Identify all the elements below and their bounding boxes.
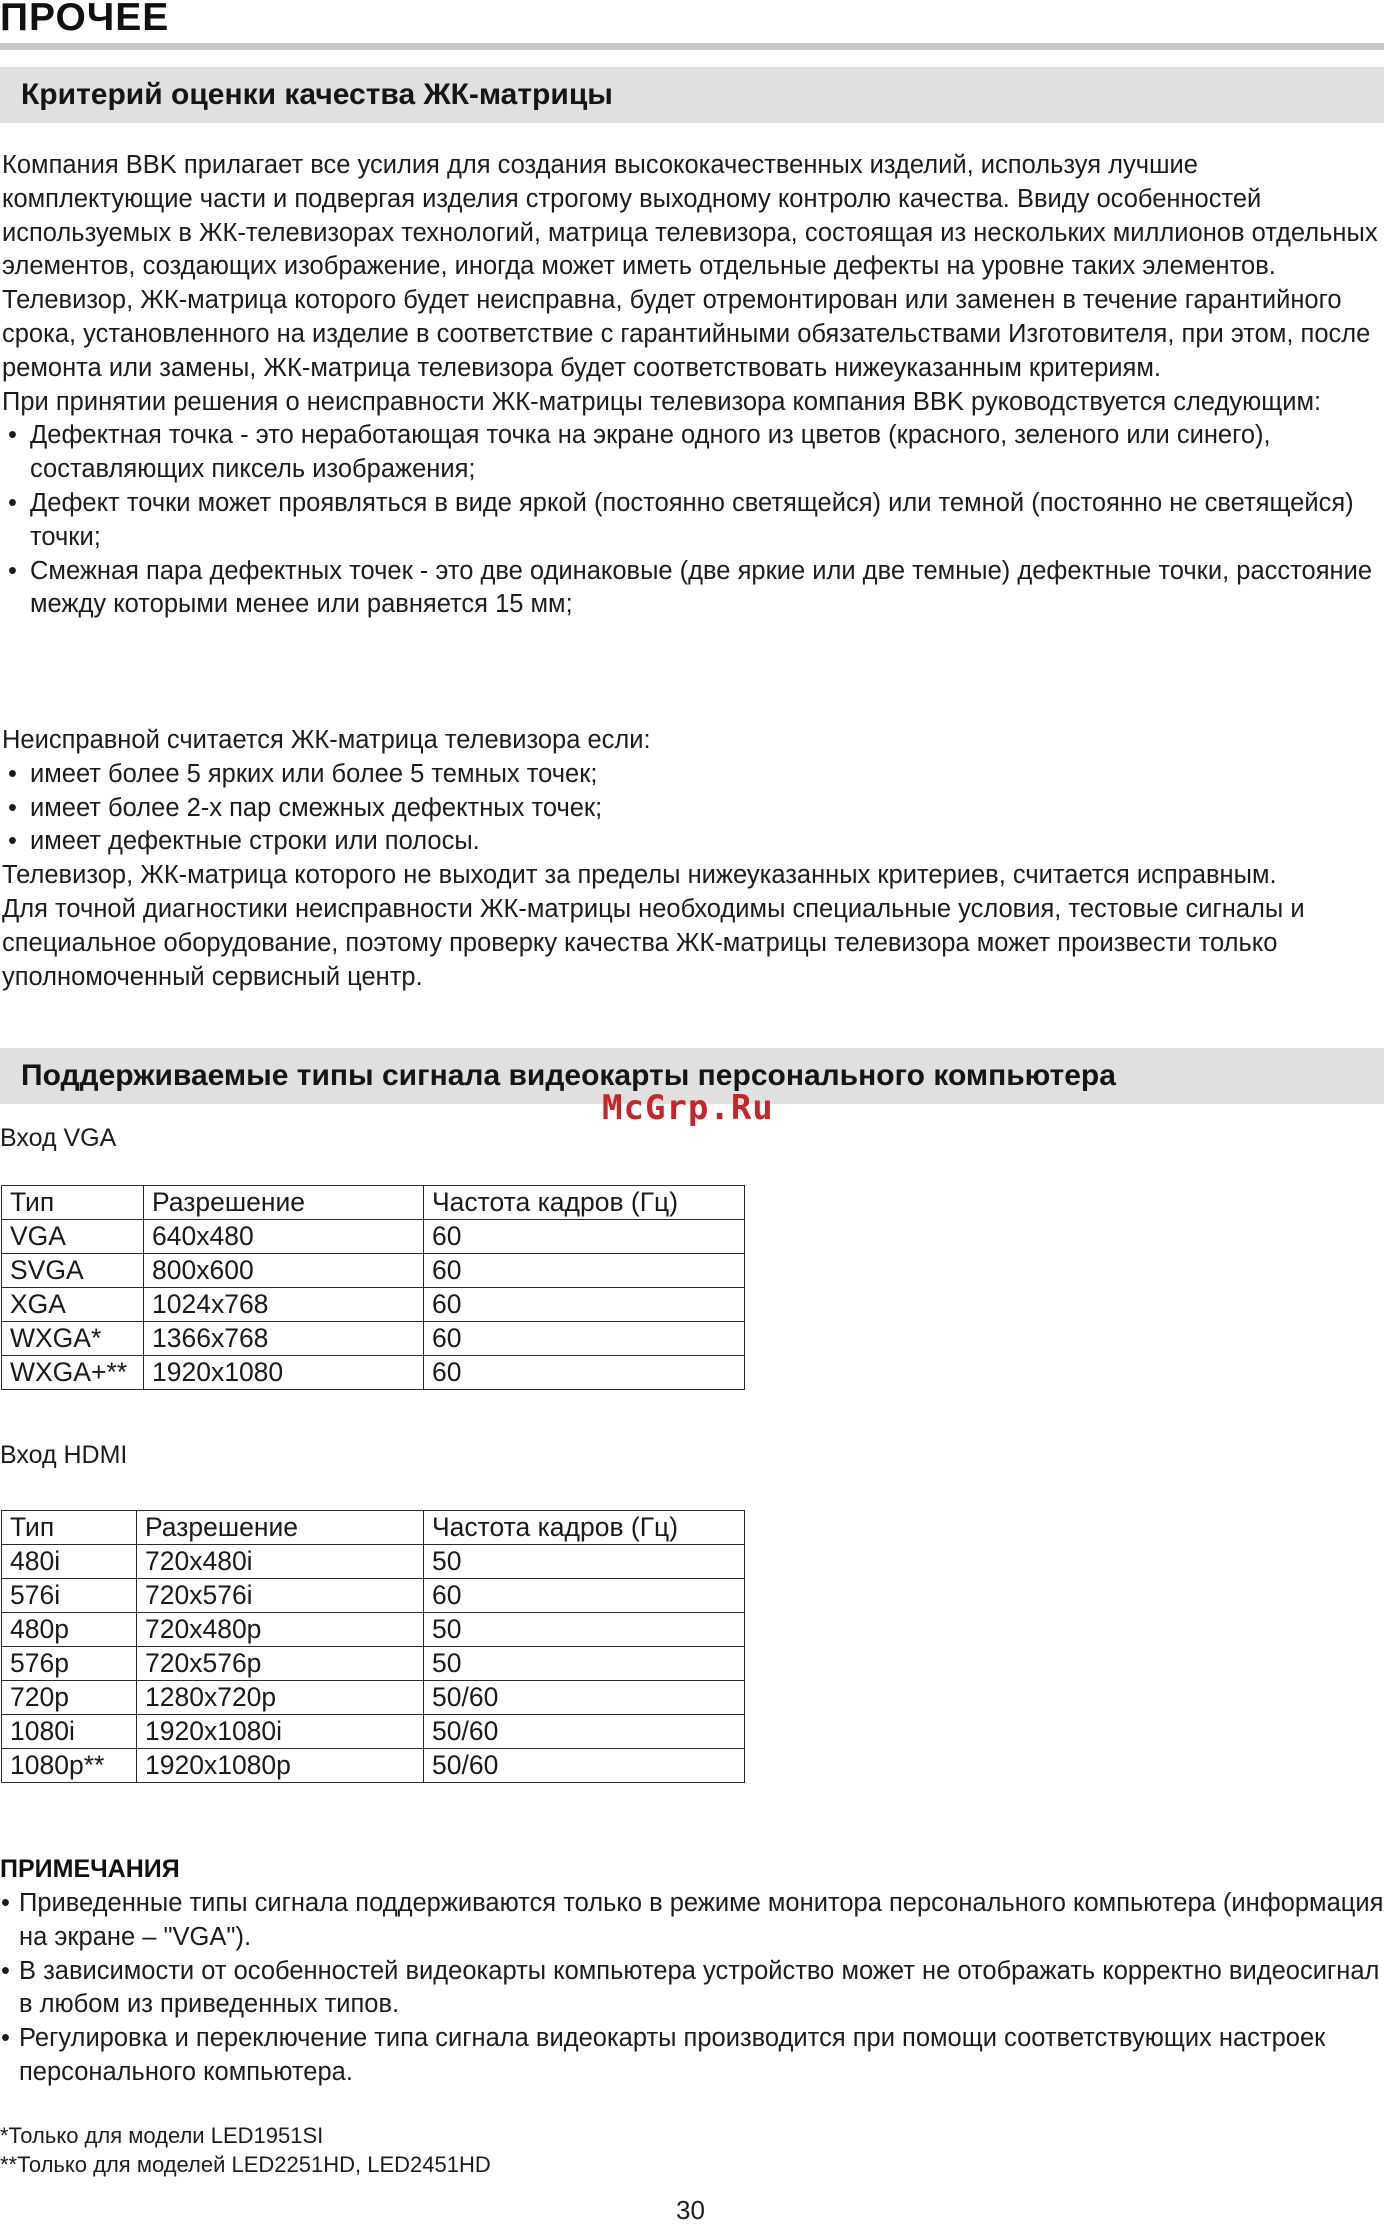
table-header-cell: Частота кадров (Гц) [424, 1511, 745, 1545]
table-cell: 50 [424, 1545, 745, 1579]
criteria-intro: Неисправной считается ЖК-матрица телевизора если: [2, 726, 651, 754]
table-cell: 60 [424, 1288, 745, 1322]
table-cell: 720x480i [137, 1545, 424, 1579]
note-item: • Приведенные типы сигнала поддерживаются только в режиме монитора персонального компьютера (информация на экране – "VGA"). [0, 1887, 1391, 1955]
table-row [2, 1749, 745, 1783]
table-cell: 1920x1080i [137, 1715, 424, 1749]
definition-bullet: • Смежная пара дефектных точек - это две одинаковые (две яркие или две темные) дефектные точки, расстояние между которыми менее или равняется 15 мм; [2, 555, 1386, 623]
table-cell: 1920x1080 [144, 1356, 424, 1390]
notes-title: ПРИМЕЧАНИЯ [0, 1855, 180, 1883]
table-cell: 1080i [2, 1715, 137, 1749]
table-row [2, 1356, 745, 1390]
notes-list [0, 1887, 1391, 2090]
table-cell: 640x480 [144, 1220, 424, 1254]
hdmi-input-label: Вход HDMI [0, 1441, 128, 1469]
section-title-signal-types: Поддерживаемые типы сигнала видеокарты персонального компьютера [0, 1048, 1384, 1104]
table-cell: XGA [2, 1288, 144, 1322]
closing-paragraph: Телевизор, ЖК-матрица которого не выходит за пределы нижеуказанных критериев, считается исправным. [2, 861, 1277, 890]
table-cell: 60 [424, 1254, 745, 1288]
table-cell: 60 [424, 1579, 745, 1613]
definition-bullet: • Дефект точки может проявляться в виде яркой (постоянно светящейся) или темной (постоянно не светящейся) точки; [2, 487, 1386, 555]
intro-paragraph: При принятии решения о неисправности ЖК-матрицы телевизора компания BBK руководствуется следующим: [2, 387, 1322, 416]
table-cell: WXGA* [2, 1322, 144, 1356]
table-header-cell: Частота кадров (Гц) [424, 1186, 745, 1220]
table-row [2, 1254, 745, 1288]
page-number: 30 [676, 2195, 705, 2225]
table-cell: 50/60 [424, 1749, 745, 1783]
watermark-logo: McGrp.Ru [602, 1088, 774, 1128]
table-cell: 480i [2, 1545, 137, 1579]
table-cell: 1280x720p [137, 1681, 424, 1715]
criteria-bullet: • имеет дефектные строки или полосы. [2, 825, 1386, 859]
footnote-single-star: *Только для модели LED1951SI [0, 2123, 324, 2148]
table-cell: 60 [424, 1356, 745, 1390]
table-row [2, 1322, 745, 1356]
table-cell: WXGA+** [2, 1356, 144, 1390]
table-row [2, 1579, 745, 1613]
table-row [2, 1647, 745, 1681]
table-cell: SVGA [2, 1254, 144, 1288]
table-row [2, 1288, 745, 1322]
table-cell: 720x576i [137, 1579, 424, 1613]
hdmi-signal-table [1, 1510, 745, 1783]
table-header-cell: Тип [2, 1511, 137, 1545]
vga-input-label: Вход VGA [0, 1124, 117, 1152]
table-row [2, 1545, 745, 1579]
table-cell: 576p [2, 1647, 137, 1681]
table-cell: 1366x768 [144, 1322, 424, 1356]
criteria-bullet: • имеет более 2-х пар смежных дефектных точек; [2, 792, 1386, 826]
table-header-cell: Разрешение [137, 1511, 424, 1545]
table-cell: 720x480p [137, 1613, 424, 1647]
intro-paragraph: Компания BBK прилагает все усилия для создания высококачественных изделий, используя лучшие комплектующие части и подвергая изделия строгому выходному контролю качества. Ввиду особенностей используемых в ЖК-телевизорах технологий, матрица телевизора, состоящая из нескольких миллионов отдельных элементов, создающих изображение, иногда может иметь отдельные дефекты на уровне таких элементов. Телевизор, ЖК-матрица которого будет неисправна, будет отремонтирован или заменен в течение гарантийного срока, установленного на изделие в соответствие с гарантийными обязательствами Изготовителя, при этом, после ремонта или замены, ЖК-матрица телевизора будет соответствовать нижеуказанным критериям. [2, 151, 1378, 382]
table-cell: 1024x768 [144, 1288, 424, 1322]
section-title-lcd-criteria: Критерий оценки качества ЖК-матрицы [0, 67, 1384, 123]
table-row [2, 1220, 745, 1254]
table-cell: 576i [2, 1579, 137, 1613]
table-cell: VGA [2, 1220, 144, 1254]
table-header-cell: Тип [2, 1186, 144, 1220]
table-row [2, 1613, 745, 1647]
page-heading: ПРОЧЕЕ [0, 0, 170, 39]
table-header-cell: Разрешение [144, 1186, 424, 1220]
closing-paragraph: Для точной диагностики неисправности ЖК-матрицы необходимы специальные условия, тестовые сигналы и специальное оборудование, поэтому проверку качества ЖК-матрицы телевизора может произвести только уполномоченный сервисный центр. [2, 894, 1305, 991]
definition-bullet: • Дефектная точка - это неработающая точка на экране одного из цветов (красного, зеленого или синего), составляющих пиксель изображения; [2, 419, 1386, 487]
table-cell: 720x576p [137, 1647, 424, 1681]
table-cell: 800x600 [144, 1254, 424, 1288]
criteria-text-block [2, 724, 1386, 994]
table-cell: 60 [424, 1220, 745, 1254]
table-row [2, 1681, 745, 1715]
table-cell: 50/60 [424, 1715, 745, 1749]
table-cell: 480p [2, 1613, 137, 1647]
table-row [2, 1715, 745, 1749]
table-cell: 50/60 [424, 1681, 745, 1715]
table-cell: 50 [424, 1647, 745, 1681]
table-cell: 1920x1080p [137, 1749, 424, 1783]
table-cell: 60 [424, 1322, 745, 1356]
note-item: • Регулировка и переключение типа сигнала видеокарты производится при помощи соответствующих настроек персонального компьютера. [0, 2022, 1391, 2090]
criteria-bullet: • имеет более 5 ярких или более 5 темных точек; [2, 758, 1386, 792]
footnote-double-star: **Только для моделей LED2251HD, LED2451HD [0, 2152, 491, 2177]
table-cell: 50 [424, 1613, 745, 1647]
heading-rule [0, 43, 1384, 50]
table-header-row [2, 1186, 745, 1220]
vga-signal-table [1, 1185, 745, 1390]
intro-text-block [2, 149, 1386, 622]
table-header-row [2, 1511, 745, 1545]
table-cell: 1080p** [2, 1749, 137, 1783]
note-item: • В зависимости от особенностей видеокарты компьютера устройство может не отображать корректно видеосигнал в любом из приведенных типов. [0, 1955, 1391, 2023]
table-cell: 720p [2, 1681, 137, 1715]
